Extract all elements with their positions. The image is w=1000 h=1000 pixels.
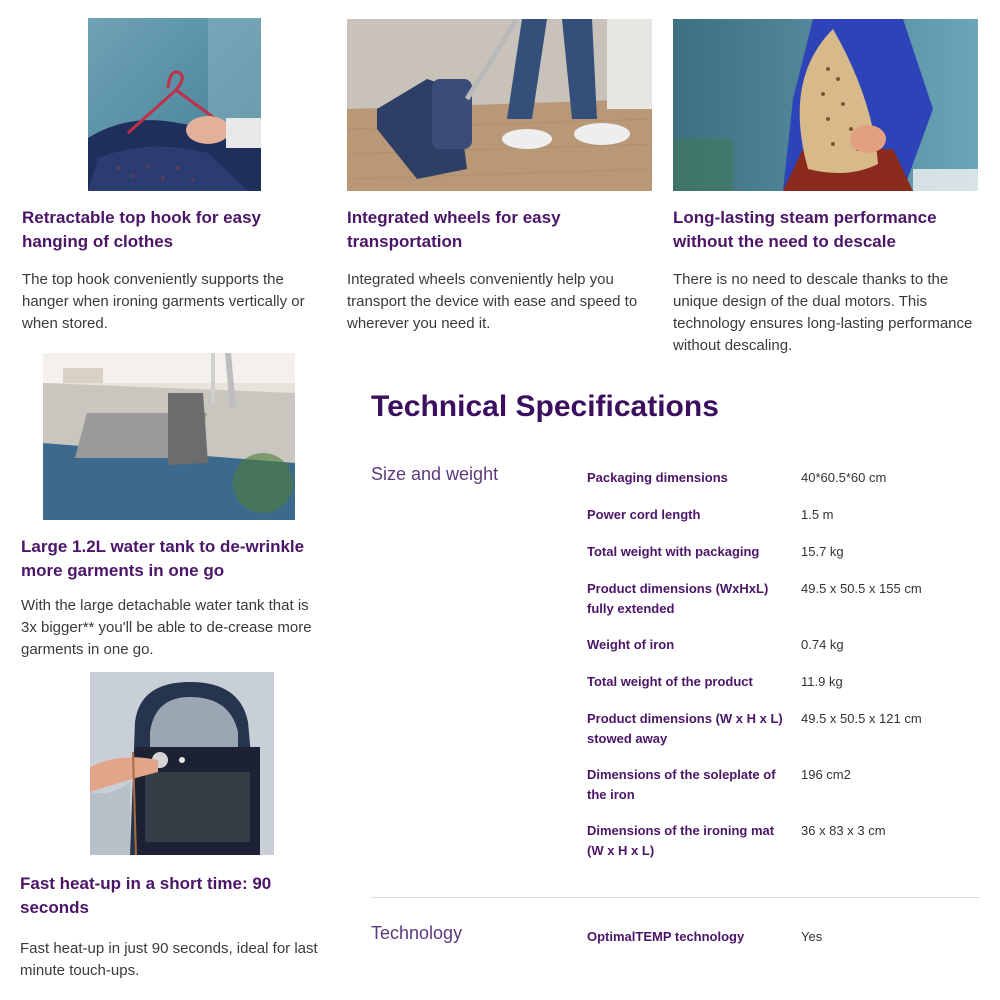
spec-value: 11.9 kg: [801, 674, 843, 689]
feature-description: Fast heat-up in just 90 seconds, ideal for last minute touch-ups.: [20, 940, 318, 979]
spec-name: Dimensions of the soleplate of the iron: [587, 767, 776, 802]
spec-name: Power cord length: [587, 507, 701, 522]
spec-value: 0.74 kg: [801, 637, 844, 652]
feature-title: Retractable top hook for easy hanging of clothes: [22, 208, 262, 251]
spec-name: Packaging dimensions: [587, 470, 728, 485]
spec-name: Dimensions of the ironing mat (W x H x L): [587, 823, 775, 858]
spec-value: 36 x 83 x 3 cm: [801, 823, 886, 838]
spec-name: Total weight with packaging: [587, 544, 760, 559]
feature-title: Fast heat-up in a short time: 90 seconds: [20, 874, 272, 917]
spec-value: 1.5 m: [801, 507, 834, 522]
spec-group-label: Technology: [371, 923, 463, 943]
spec-value: 40*60.5*60 cm: [801, 470, 887, 485]
control-panel-image: [90, 672, 274, 855]
section-divider: [371, 897, 980, 898]
spec-name: Product dimensions (W x H x L) stowed away: [587, 711, 783, 746]
spec-name: Product dimensions (WxHxL) fully extended: [587, 581, 769, 616]
feature-title: Large 1.2L water tank to de-wrinkle more garments in one go: [21, 537, 305, 580]
spec-name: Weight of iron: [587, 637, 675, 652]
water-tank-sink-image: [43, 353, 295, 520]
feature-description: The top hook conveniently supports the hanger when ironing garments vertically or when stored.: [22, 271, 305, 332]
technical-specifications-heading: Technical Specifications: [371, 390, 719, 423]
iron-soleplate-image: [673, 19, 978, 191]
spec-name: OptimalTEMP technology: [587, 929, 745, 944]
feature-description: Integrated wheels conveniently help you transport the device with ease and speed to wherever you need it.: [347, 271, 638, 332]
feature-title: Long-lasting steam performance without the need to descale: [673, 208, 937, 251]
wheels-image: [347, 19, 652, 191]
spec-value: Yes: [801, 929, 823, 944]
feature-description: With the large detachable water tank that is 3x bigger** you'll be able to de-crease more garments in one go.: [21, 597, 312, 658]
spec-value: 49.5 x 50.5 x 121 cm: [801, 711, 922, 726]
spec-group-label: Size and weight: [371, 464, 499, 484]
spec-value: 15.7 kg: [801, 544, 844, 559]
spec-value: 196 cm2: [801, 767, 851, 782]
spec-name: Total weight of the product: [587, 674, 753, 689]
spec-value: 49.5 x 50.5 x 155 cm: [801, 581, 922, 596]
hanger-image: [88, 18, 261, 191]
feature-title: Integrated wheels for easy transportation: [347, 208, 561, 251]
feature-description: There is no need to descale thanks to the unique design of the dual motors. This technology ensures long-lasting performance without descaling.: [673, 271, 973, 354]
